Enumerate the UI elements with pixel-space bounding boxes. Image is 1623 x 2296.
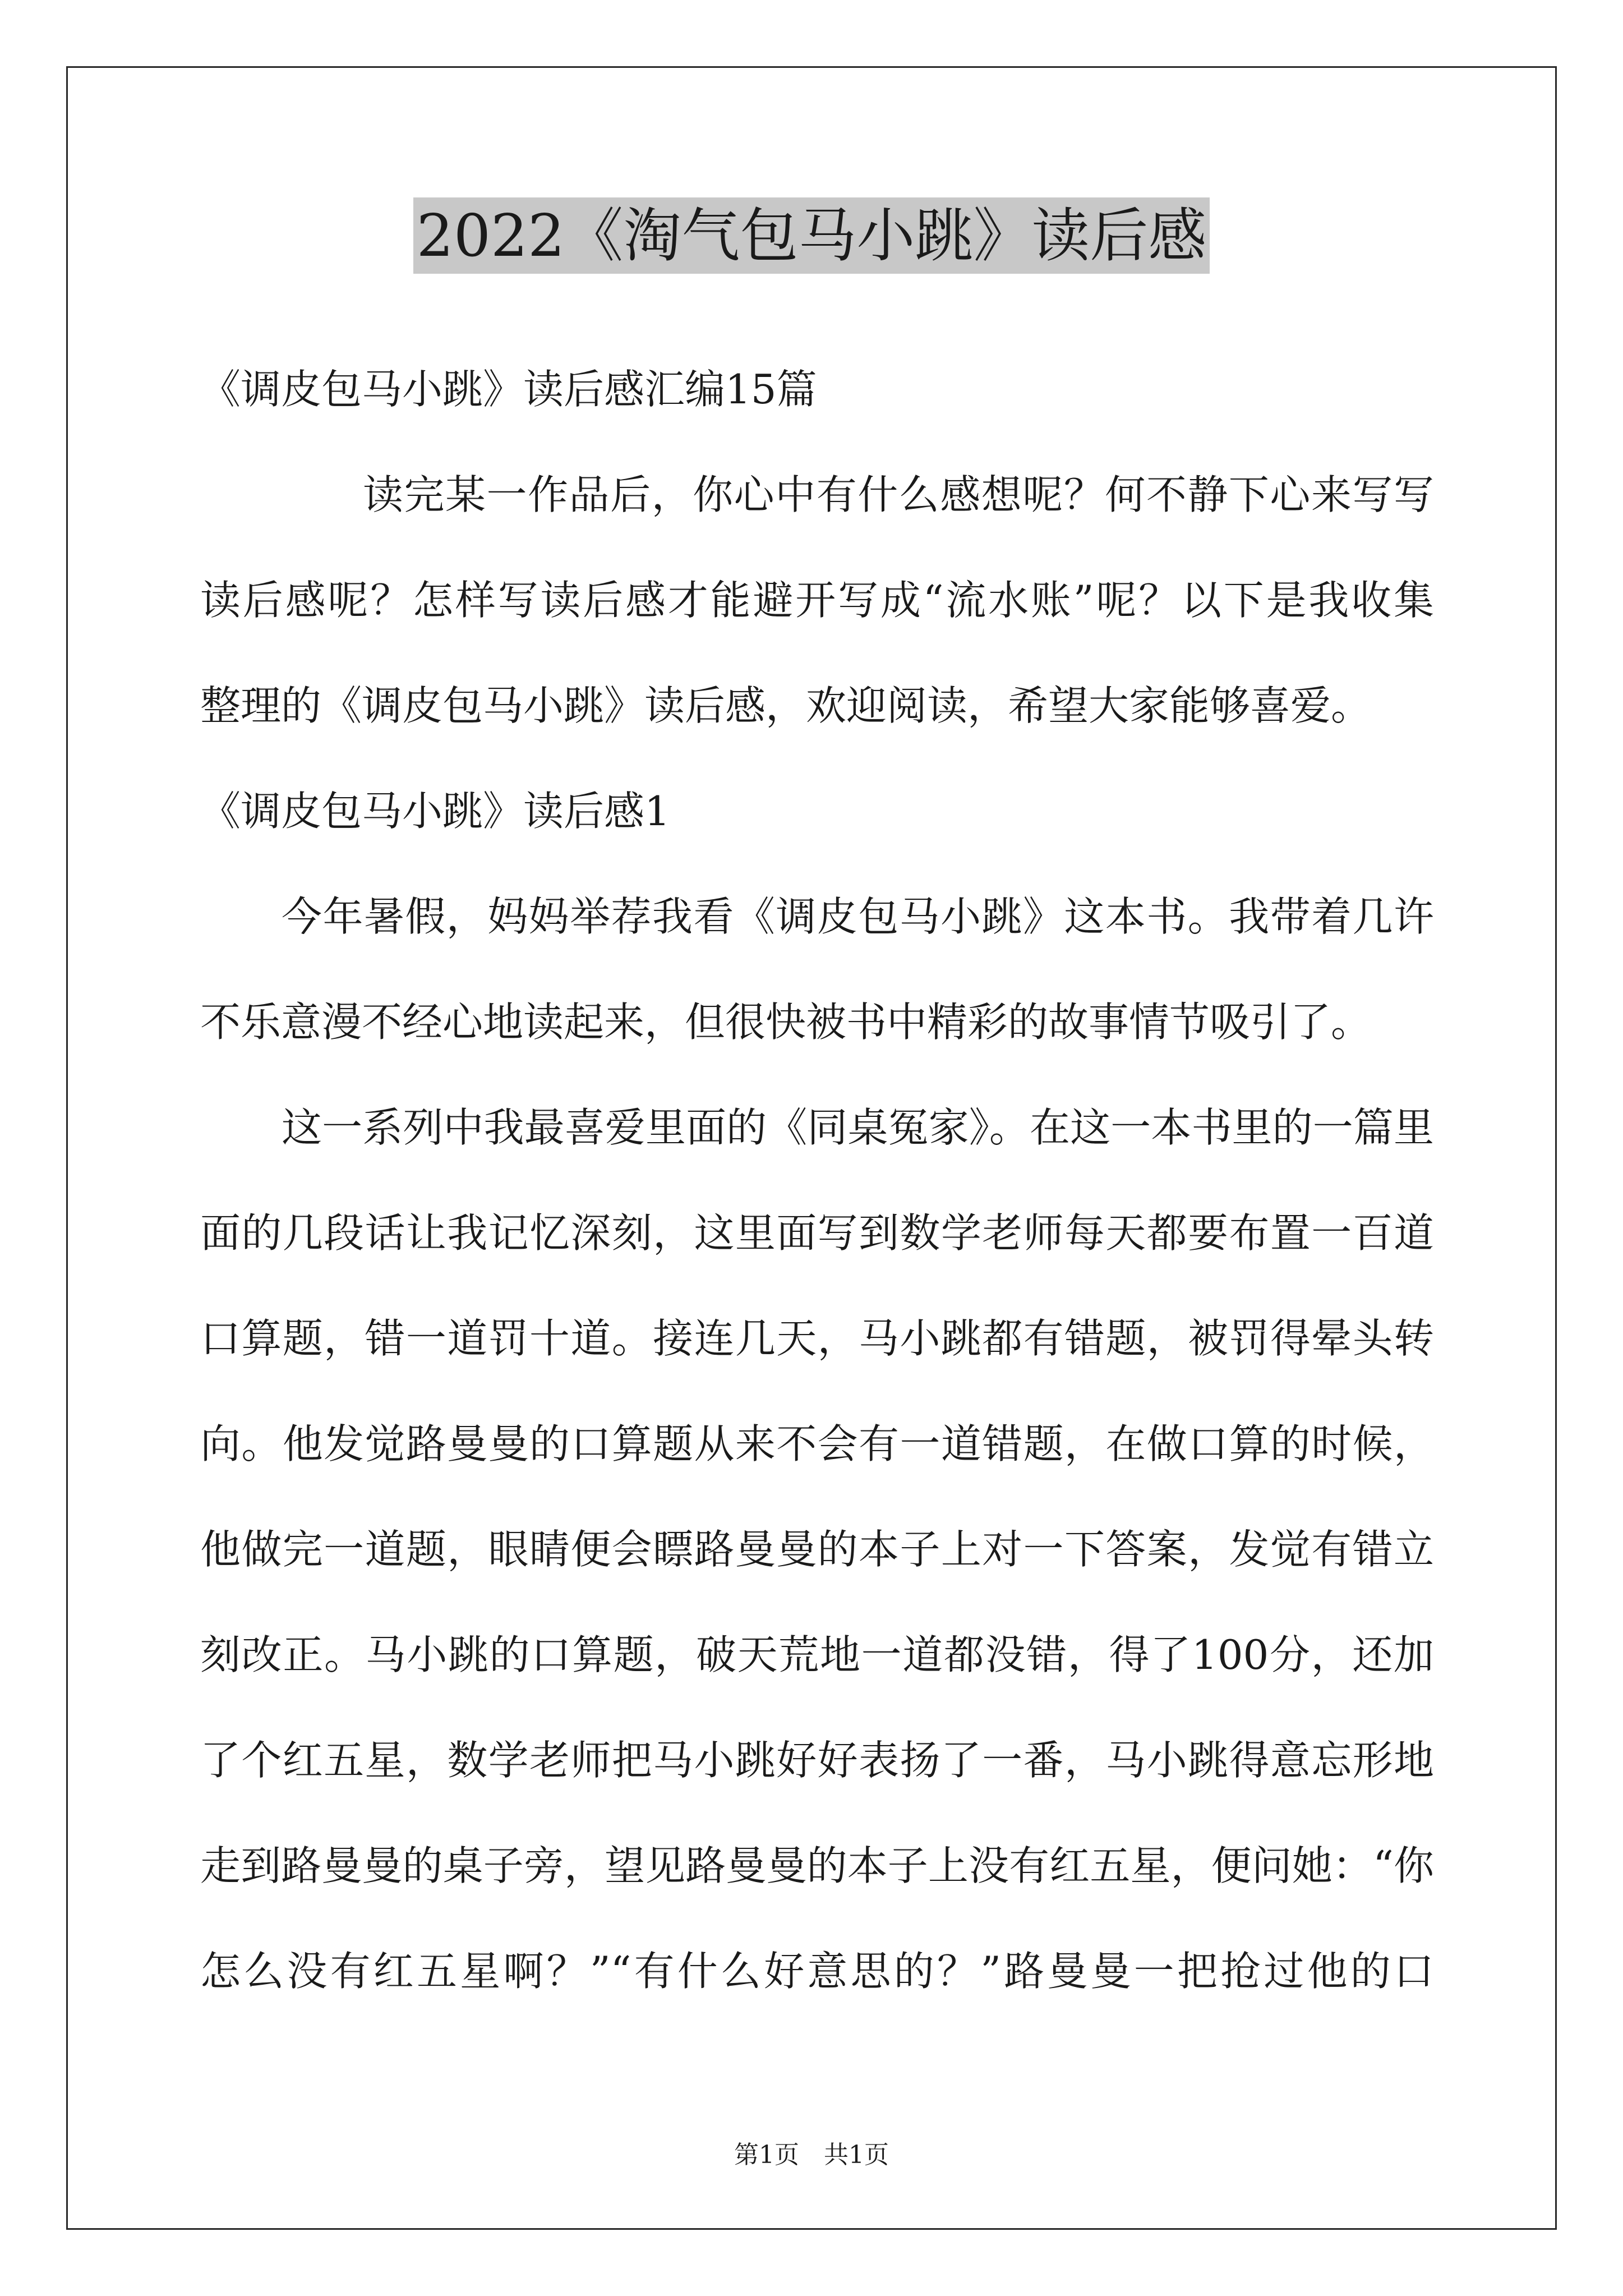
intro-line: 读完某一作品后，你心中有什么感想呢？何不静下心来写写 [363,471,1434,518]
paragraph-line: 不乐意漫不经心地读起来，但很快被书中精彩的故事情节吸引了。 [200,999,1372,1046]
document-title: 2022《淘气包马小跳》读后感 [413,197,1210,274]
paragraph-line: 向。他发觉路曼曼的口算题从来不会有一道错题，在做口算的时候， [200,1420,1434,1467]
paragraph-line: 刻改正。马小跳的口算题，破天荒地一道都没错，得了100分，还加 [200,1631,1434,1678]
page-number: 第1页 [734,2141,799,2169]
paragraph-line: 了个红五星，数学老师把马小跳好好表扬了一番，马小跳得意忘形地 [200,1737,1434,1784]
paragraph-line: 走到路曼曼的桌子旁，望见路曼曼的本子上没有红五星，便问她：“你 [200,1842,1434,1889]
paragraph-line: 面的几段话让我记忆深刻，这里面写到数学老师每天都要布置一百道 [200,1209,1434,1257]
page-footer [0,2138,1623,2172]
intro-line: 读后感呢？怎样写读后感才能避开写成“流水账”呢？以下是我收集 [200,577,1434,624]
subtitle: 《调皮包马小跳》读后感汇编15篇 [200,366,817,413]
paragraph-line: 口算题，错一道罚十道。接连几天，马小跳都有错题，被罚得晕头转 [200,1315,1434,1362]
paragraph-line: 今年暑假，妈妈举荐我看《调皮包马小跳》这本书。我带着几许 [282,893,1434,940]
section-heading: 《调皮包马小跳》读后感1 [200,788,670,835]
paragraph-line: 他做完一道题，眼睛便会瞟路曼曼的本子上对一下答案，发觉有错立 [200,1526,1434,1573]
page-total: 共1页 [824,2141,889,2169]
paragraph-line: 怎么没有红五星啊？”“有什么好意思的？”路曼曼一把抢过他的口 [200,1948,1434,1995]
intro-line: 整理的《调皮包马小跳》读后感，欢迎阅读，希望大家能够喜爱。 [200,682,1372,729]
paragraph-line: 这一系列中我最喜爱里面的《同桌冤家》。在这一本书里的一篇里 [282,1104,1434,1151]
title-container [0,197,1623,274]
document-body [200,337,1434,2024]
